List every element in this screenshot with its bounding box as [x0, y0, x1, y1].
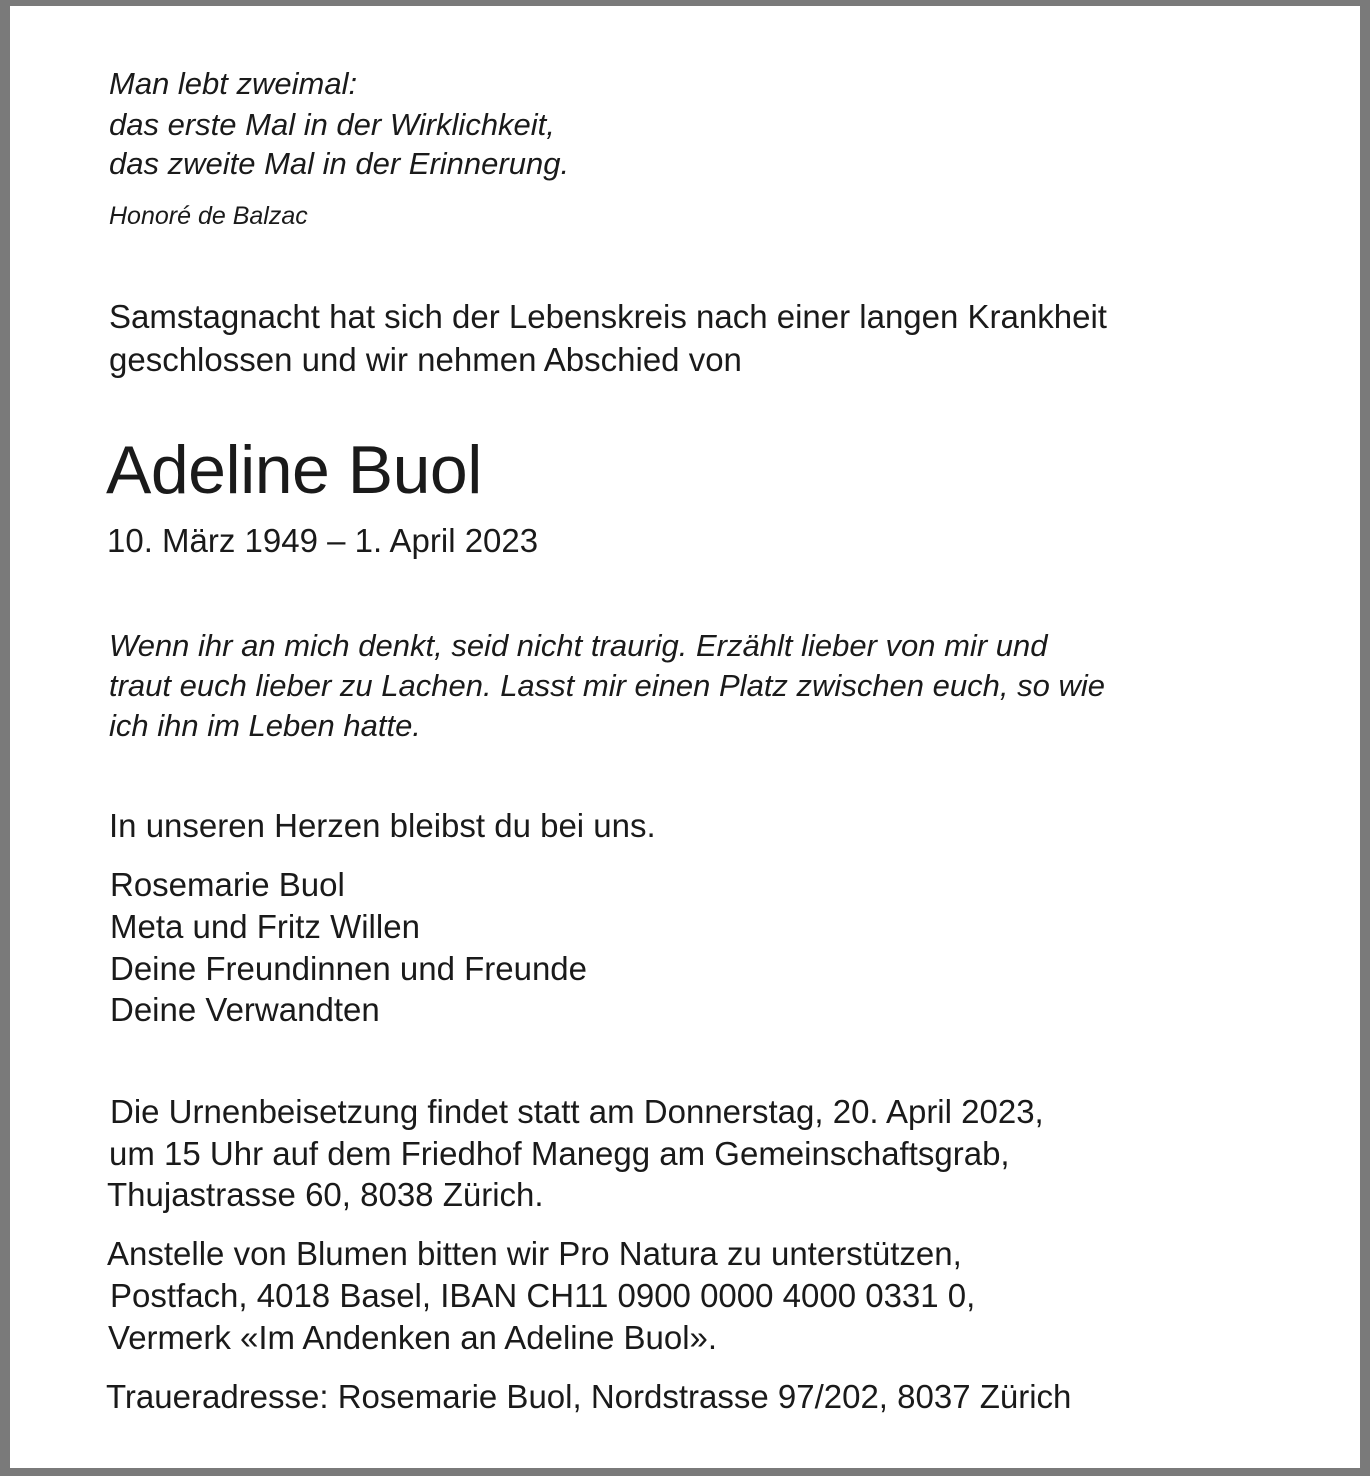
- intro-line: geschlossen und wir nehmen Abschied von: [109, 341, 742, 378]
- life-dates: 10. März 1949 – 1. April 2023: [107, 522, 539, 559]
- mourner-name: Rosemarie Buol: [110, 866, 345, 903]
- deceased-name: Adeline Buol: [106, 432, 482, 508]
- ceremony-line: um 15 Uhr auf dem Friedhof Manegg am Gemeinschaftsgrab,: [109, 1135, 1010, 1172]
- closing-line: In unseren Herzen bleibst du bei uns.: [109, 807, 656, 844]
- donation-line: Postfach, 4018 Basel, IBAN CH11 0900 0000 4000 0331 0,: [110, 1277, 976, 1314]
- mourning-address: Traueradresse: Rosemarie Buol, Nordstrasse 97/202, 8037 Zürich: [106, 1378, 1072, 1415]
- donation-line: Vermerk «Im Andenken an Adeline Buol».: [108, 1319, 718, 1356]
- quote-line: ich ihn im Leben hatte.: [109, 708, 421, 743]
- quote-line: Wenn ihr an mich denkt, seid nicht traurig. Erzählt lieber von mir und: [109, 628, 1048, 663]
- mourner-name: Meta und Fritz Willen: [110, 908, 420, 945]
- motto-author: Honoré de Balzac: [109, 202, 308, 230]
- mourner-name: Deine Verwandten: [110, 991, 380, 1028]
- donation-line: Anstelle von Blumen bitten wir Pro Natura zu unterstützen,: [107, 1235, 962, 1272]
- motto-line: das erste Mal in der Wirklichkeit,: [109, 107, 555, 142]
- quote-line: traut euch lieber zu Lachen. Lasst mir einen Platz zwischen euch, so wie: [109, 668, 1105, 703]
- ceremony-line: Thujastrasse 60, 8038 Zürich.: [107, 1176, 544, 1213]
- motto-line: das zweite Mal in der Erinnerung.: [109, 146, 570, 181]
- motto-line: Man lebt zweimal:: [109, 66, 358, 101]
- ceremony-line: Die Urnenbeisetzung findet statt am Donnerstag, 20. April 2023,: [110, 1093, 1044, 1130]
- mourner-name: Deine Freundinnen und Freunde: [110, 950, 588, 987]
- intro-line: Samstagnacht hat sich der Lebenskreis nach einer langen Krankheit: [109, 298, 1107, 335]
